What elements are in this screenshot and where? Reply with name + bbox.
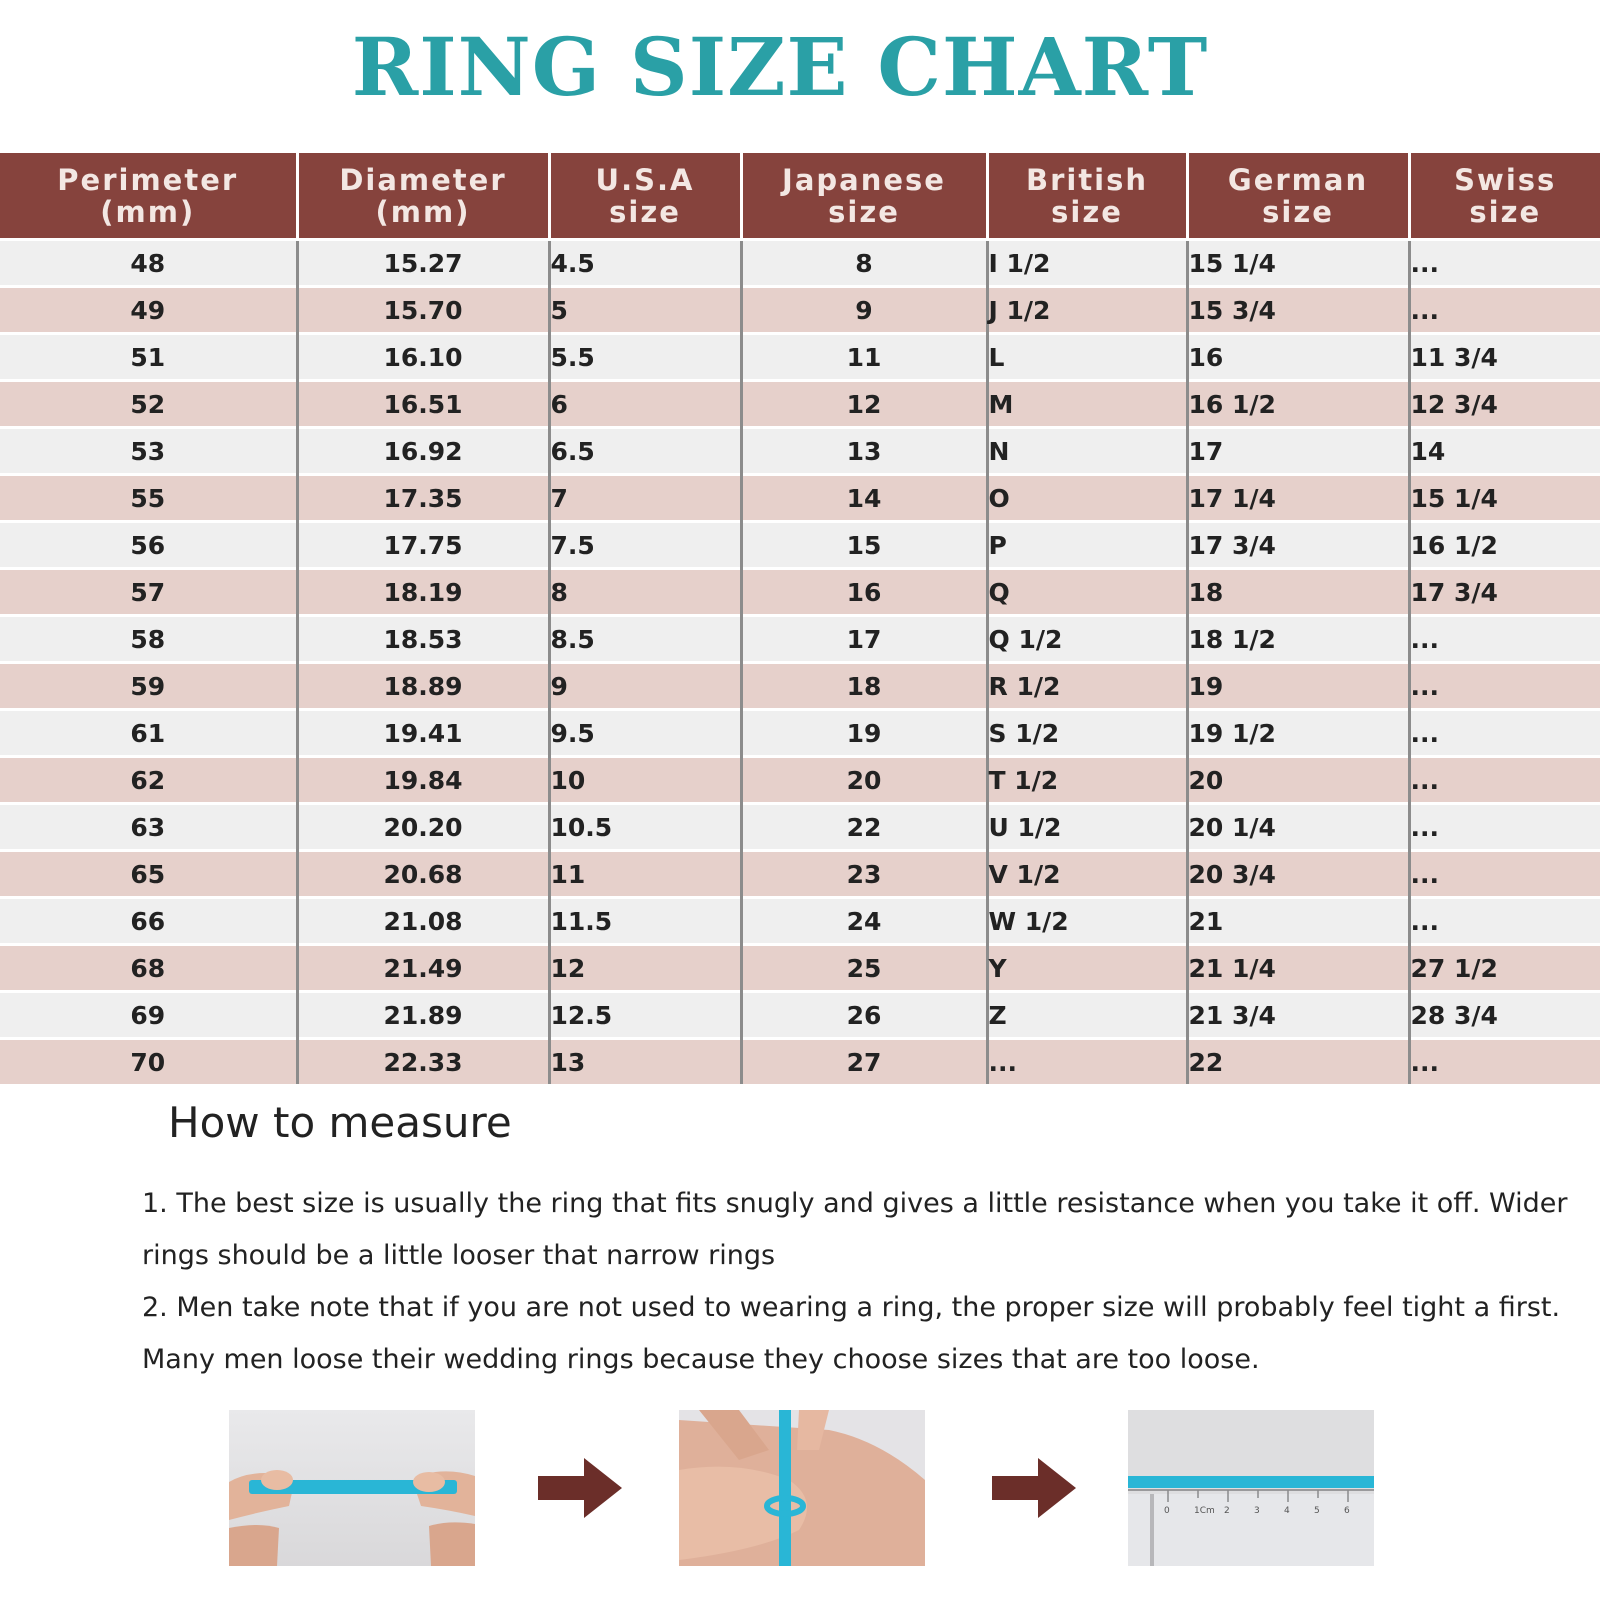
cell-swiss: 12 3/4 (1409, 381, 1600, 428)
cell-japanese: 15 (741, 522, 987, 569)
cell-diameter: 15.70 (297, 287, 549, 334)
cell-swiss: 15 1/4 (1409, 475, 1600, 522)
cell-japanese: 23 (741, 851, 987, 898)
cell-perimeter: 53 (0, 428, 297, 475)
ruler-label: 5 (1314, 1506, 1320, 1516)
cell-german: 20 3/4 (1187, 851, 1409, 898)
cell-diameter: 15.27 (297, 240, 549, 287)
ruler-label: 1Cm (1194, 1506, 1215, 1516)
cell-swiss: ... (1409, 663, 1600, 710)
cell-british: N (987, 428, 1187, 475)
cell-usa: 5.5 (549, 334, 741, 381)
cell-swiss: ... (1409, 240, 1600, 287)
cell-japanese: 25 (741, 945, 987, 992)
cell-swiss: 11 3/4 (1409, 334, 1600, 381)
cell-usa: 5 (549, 287, 741, 334)
cell-british: R 1/2 (987, 663, 1187, 710)
arrow-right-icon-1 (538, 1458, 622, 1518)
cell-perimeter: 65 (0, 851, 297, 898)
cell-japanese: 8 (741, 240, 987, 287)
cell-japanese: 27 (741, 1039, 987, 1085)
table-row (0, 992, 1600, 1039)
cell-japanese: 19 (741, 710, 987, 757)
cell-perimeter: 70 (0, 1039, 297, 1085)
cell-usa: 7.5 (549, 522, 741, 569)
cell-diameter: 19.41 (297, 710, 549, 757)
cell-diameter: 21.49 (297, 945, 549, 992)
ring-size-table (0, 153, 1600, 1084)
cell-diameter: 16.51 (297, 381, 549, 428)
cell-japanese: 12 (741, 381, 987, 428)
cell-japanese: 24 (741, 898, 987, 945)
cell-german: 18 1/2 (1187, 616, 1409, 663)
cell-german: 21 (1187, 898, 1409, 945)
cell-diameter: 19.84 (297, 757, 549, 804)
cell-german: 19 (1187, 663, 1409, 710)
header-japanese-size: Japanese size (741, 153, 987, 240)
cell-german: 19 1/2 (1187, 710, 1409, 757)
cell-perimeter: 58 (0, 616, 297, 663)
cell-swiss: ... (1409, 616, 1600, 663)
cell-japanese: 22 (741, 804, 987, 851)
cell-usa: 9.5 (549, 710, 741, 757)
cell-diameter: 21.08 (297, 898, 549, 945)
cell-german: 16 1/2 (1187, 381, 1409, 428)
cell-perimeter: 66 (0, 898, 297, 945)
cell-diameter: 17.35 (297, 475, 549, 522)
cell-diameter: 16.92 (297, 428, 549, 475)
cell-british: Q 1/2 (987, 616, 1187, 663)
cell-japanese: 14 (741, 475, 987, 522)
cell-usa: 10 (549, 757, 741, 804)
cell-usa: 12 (549, 945, 741, 992)
header-usa-size: U.S.A size (549, 153, 741, 240)
cell-german: 16 (1187, 334, 1409, 381)
cell-british: J 1/2 (987, 287, 1187, 334)
cell-british: L (987, 334, 1187, 381)
cell-perimeter: 55 (0, 475, 297, 522)
cell-perimeter: 49 (0, 287, 297, 334)
ruler-label: 3 (1254, 1506, 1260, 1516)
table-row (0, 945, 1600, 992)
cell-usa: 6.5 (549, 428, 741, 475)
instruction-step-1: 1. The best size is usually the ring that fits snugly and gives a little resistance when you take it off. Wider rings should be a little looser that narrow rings (142, 1188, 1568, 1271)
cell-perimeter: 57 (0, 569, 297, 616)
cell-british: U 1/2 (987, 804, 1187, 851)
cell-british: Y (987, 945, 1187, 992)
table-row (0, 287, 1600, 334)
cell-japanese: 11 (741, 334, 987, 381)
cell-german: 20 (1187, 757, 1409, 804)
ruler-label: 2 (1224, 1506, 1230, 1516)
table-row (0, 616, 1600, 663)
cell-german: 17 1/4 (1187, 475, 1409, 522)
cell-perimeter: 68 (0, 945, 297, 992)
cell-perimeter: 48 (0, 240, 297, 287)
cell-diameter: 21.89 (297, 992, 549, 1039)
page-title: RING SIZE CHART (351, 20, 1209, 114)
cell-japanese: 20 (741, 757, 987, 804)
cell-diameter: 18.19 (297, 569, 549, 616)
cell-usa: 8.5 (549, 616, 741, 663)
table-row (0, 757, 1600, 804)
cell-japanese: 17 (741, 616, 987, 663)
cell-german: 17 3/4 (1187, 522, 1409, 569)
cell-perimeter: 52 (0, 381, 297, 428)
cell-german: 18 (1187, 569, 1409, 616)
cell-swiss: ... (1409, 710, 1600, 757)
cell-swiss: ... (1409, 851, 1600, 898)
ruler-label: 4 (1284, 1506, 1290, 1516)
cell-british: W 1/2 (987, 898, 1187, 945)
measure-instructions (142, 1178, 1572, 1386)
cell-japanese: 9 (741, 287, 987, 334)
table-header-row (0, 153, 1600, 240)
tape-around-finger-image (679, 1410, 925, 1566)
cell-british: V 1/2 (987, 851, 1187, 898)
cell-diameter: 18.53 (297, 616, 549, 663)
cell-british: T 1/2 (987, 757, 1187, 804)
cell-british: I 1/2 (987, 240, 1187, 287)
cell-japanese: 26 (741, 992, 987, 1039)
cell-diameter: 17.75 (297, 522, 549, 569)
cell-swiss: ... (1409, 804, 1600, 851)
cell-perimeter: 62 (0, 757, 297, 804)
cell-usa: 11 (549, 851, 741, 898)
cell-usa: 7 (549, 475, 741, 522)
cell-swiss: ... (1409, 898, 1600, 945)
cell-usa: 4.5 (549, 240, 741, 287)
table-row (0, 804, 1600, 851)
cell-swiss: 17 3/4 (1409, 569, 1600, 616)
cell-swiss: ... (1409, 1039, 1600, 1085)
cell-german: 15 1/4 (1187, 240, 1409, 287)
table-row (0, 710, 1600, 757)
ruler-label: 0 (1164, 1506, 1170, 1516)
table-row (0, 569, 1600, 616)
cell-usa: 11.5 (549, 898, 741, 945)
table-row (0, 428, 1600, 475)
table-row (0, 1039, 1600, 1085)
table-row (0, 851, 1600, 898)
cell-german: 22 (1187, 1039, 1409, 1085)
cell-usa: 8 (549, 569, 741, 616)
table-body (0, 240, 1600, 1085)
cell-usa: 6 (549, 381, 741, 428)
cell-swiss: 27 1/2 (1409, 945, 1600, 992)
cell-swiss: 28 3/4 (1409, 992, 1600, 1039)
cell-swiss: 14 (1409, 428, 1600, 475)
cell-british: Z (987, 992, 1187, 1039)
cell-swiss: 16 1/2 (1409, 522, 1600, 569)
header-german-size: German size (1187, 153, 1409, 240)
cell-german: 20 1/4 (1187, 804, 1409, 851)
cell-british: Q (987, 569, 1187, 616)
table-row (0, 475, 1600, 522)
cell-usa: 13 (549, 1039, 741, 1085)
cell-diameter: 20.68 (297, 851, 549, 898)
header-swiss-size: Swiss size (1409, 153, 1600, 240)
table-row (0, 663, 1600, 710)
cell-usa: 12.5 (549, 992, 741, 1039)
cell-japanese: 16 (741, 569, 987, 616)
table-row (0, 898, 1600, 945)
cell-perimeter: 59 (0, 663, 297, 710)
table-row (0, 522, 1600, 569)
table-row (0, 240, 1600, 287)
table-row (0, 381, 1600, 428)
cell-japanese: 13 (741, 428, 987, 475)
cell-diameter: 20.20 (297, 804, 549, 851)
cell-usa: 10.5 (549, 804, 741, 851)
cell-swiss: ... (1409, 757, 1600, 804)
cell-german: 17 (1187, 428, 1409, 475)
header-british-size: British size (987, 153, 1187, 240)
cell-british: S 1/2 (987, 710, 1187, 757)
cell-japanese: 18 (741, 663, 987, 710)
cell-swiss: ... (1409, 287, 1600, 334)
cell-diameter: 16.10 (297, 334, 549, 381)
cell-british: M (987, 381, 1187, 428)
cell-british: O (987, 475, 1187, 522)
cell-perimeter: 56 (0, 522, 297, 569)
ruler-label: 6 (1344, 1506, 1350, 1516)
cell-perimeter: 69 (0, 992, 297, 1039)
cell-german: 15 3/4 (1187, 287, 1409, 334)
hands-holding-tape-image (229, 1410, 475, 1566)
tape-on-ruler-image (1128, 1410, 1374, 1566)
cell-british: ... (987, 1039, 1187, 1085)
cell-diameter: 18.89 (297, 663, 549, 710)
cell-usa: 9 (549, 663, 741, 710)
cell-german: 21 3/4 (1187, 992, 1409, 1039)
cell-perimeter: 63 (0, 804, 297, 851)
how-to-measure-title: How to measure (168, 1098, 512, 1147)
table-row (0, 334, 1600, 381)
instruction-step-2: 2. Men take note that if you are not used to wearing a ring, the proper size will probably feel tight a first. Many men loose their wedding rings because they choose sizes that are too loose. (142, 1292, 1561, 1375)
cell-british: P (987, 522, 1187, 569)
cell-perimeter: 51 (0, 334, 297, 381)
header-diameter: Diameter (mm) (297, 153, 549, 240)
cell-diameter: 22.33 (297, 1039, 549, 1085)
cell-german: 21 1/4 (1187, 945, 1409, 992)
cell-perimeter: 61 (0, 710, 297, 757)
arrow-right-icon-2 (992, 1458, 1076, 1518)
header-perimeter: Perimeter (mm) (0, 153, 297, 240)
